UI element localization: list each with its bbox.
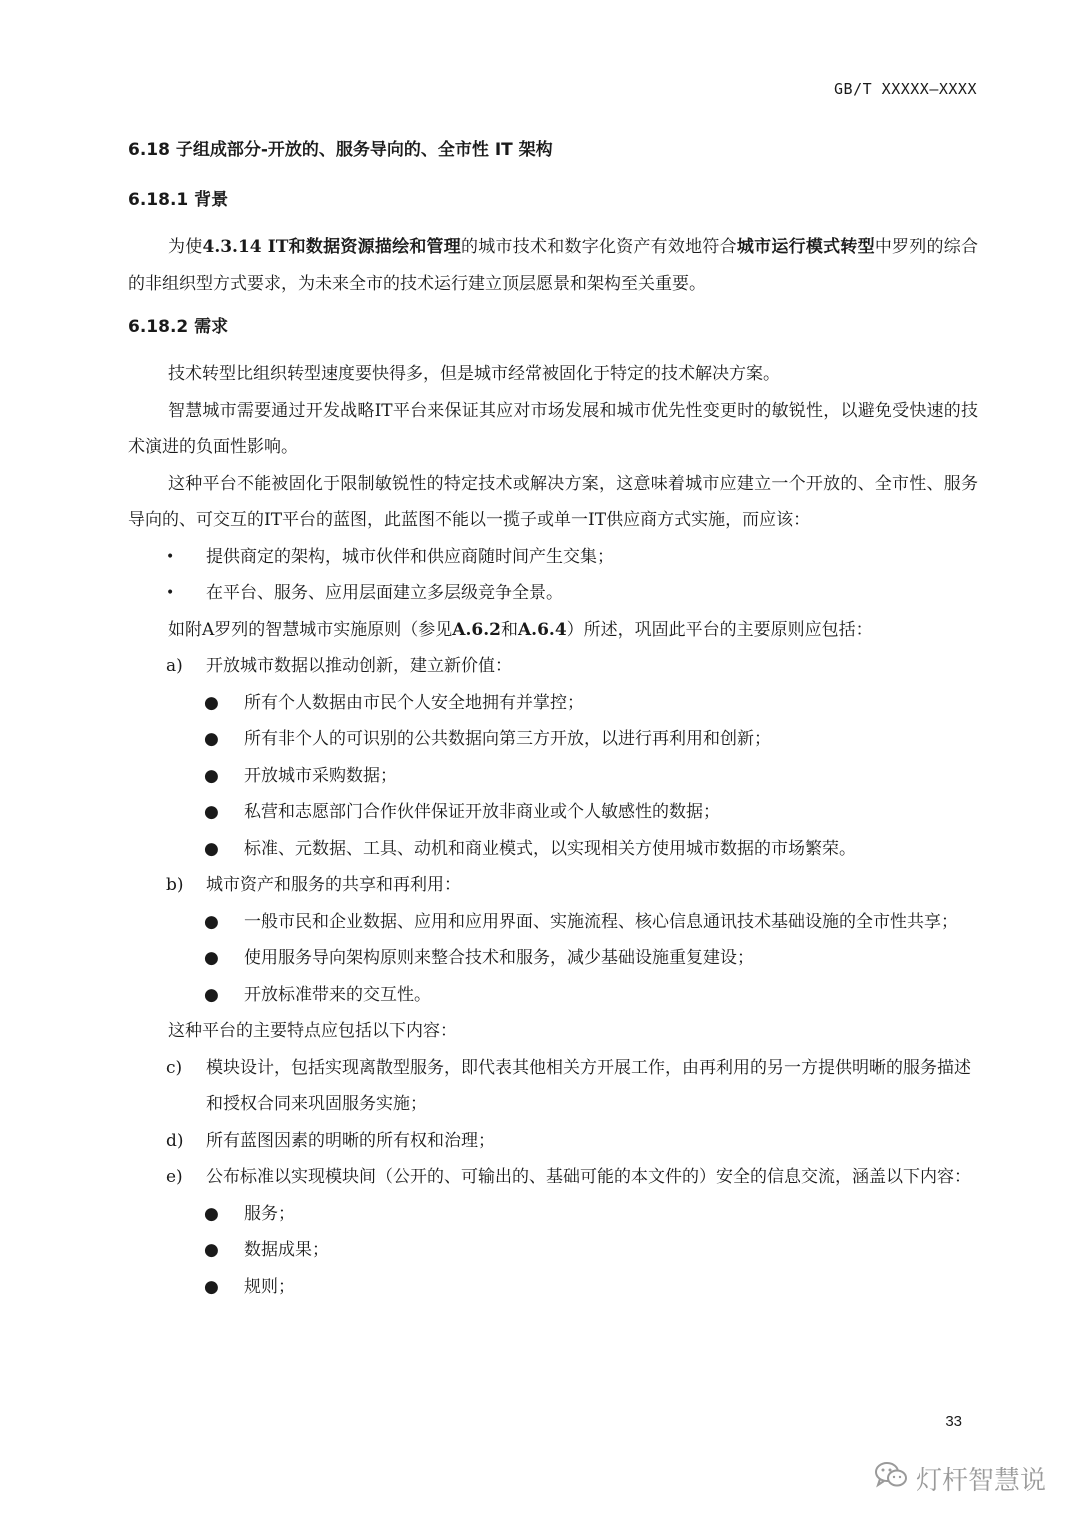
background-paragraph: 为使4.3.14 IT和数据资源描绘和管理的城市技术和数字化资产有效地符合城市运行模式转型中罗列的综合的非组织型方式要求，为未来全市的技术运行建立顶层愿景和架构至关重要。 (128, 237, 979, 294)
sub-list-item: ● 标准、元数据、工具、动机和商业模式，以实现相关方使用城市数据的市场繁荣。 (204, 838, 856, 859)
page-number: 33 (945, 1413, 962, 1430)
sub-list-item: ● 服务； (204, 1203, 295, 1224)
sub-list-item: ● 开放城市采购数据； (204, 765, 397, 786)
subsection-title-background: 6.18.1 背景 (128, 190, 229, 210)
list-item-c: c) 模块设计，包括实现离散型服务，即代表其他相关方开展工作，由再利用的另一方提供明晰的服务描述和授权合同来巩固服务实施； (166, 1057, 971, 1114)
list-item-d: d) 所有蓝图因素的明晰的所有权和治理； (166, 1130, 495, 1151)
requirements-paragraph-1: 技术转型比组织转型速度要快得多，但是城市经常被固化于特定的技术解决方案。 (168, 364, 780, 384)
watermark-text: 灯杆智慧说 (915, 1466, 1046, 1496)
features-intro: 这种平台的主要特点应包括以下内容： (168, 1021, 457, 1041)
sub-list-item: ● 使用服务导向架构原则来整合技术和服务，减少基础设施重复建设； (204, 948, 754, 968)
sub-list-item: ● 所有非个人的可识别的公共数据向第三方开放，以进行再利用和创新； (204, 729, 771, 749)
wechat-icon (874, 1460, 908, 1497)
sub-list-item: ● 开放标准带来的交互性。 (204, 984, 431, 1005)
sub-list-item: ● 一般市民和企业数据、应用和应用界面、实施流程、核心信息通讯技术基础设施的全市性共享； (204, 911, 958, 932)
list-item: • 在平台、服务、应用层面建立多层级竞争全景。 (166, 583, 563, 603)
section-title: 6.18 子组成部分-开放的、服务导向的、全市性 IT 架构 (128, 140, 553, 160)
list-item-a: a) 开放城市数据以推动创新，建立新价值： (166, 656, 512, 676)
sub-list-item: ● 数据成果； (204, 1240, 329, 1260)
requirements-paragraph-3: 这种平台不能被固化于限制敏锐性的特定技术或解决方案，这意味着城市应建立一个开放的、全市性、服务导向的、可交互的IT平台的蓝图，此蓝图不能以一揽子或单一IT供应商方式实施，而应该： (128, 473, 978, 530)
sub-list-item: ● 所有个人数据由市民个人安全地拥有并掌控； (204, 692, 584, 713)
sub-list-item: ● 规则； (204, 1276, 295, 1297)
watermark (874, 1460, 1046, 1497)
sub-list-item: ● 私营和志愿部门合作伙伴保证开放非商业或个人敏感性的数据； (204, 802, 720, 822)
list-item-b: b) 城市资产和服务的共享和再利用： (166, 875, 461, 895)
requirements-paragraph-2: 智慧城市需要通过开发战略IT平台来保证其应对市场发展和城市优先性变更时的敏锐性，以避免受快速的技术演进的负面性影响。 (128, 400, 978, 457)
list-item: • 提供商定的架构，城市伙伴和供应商随时间产生交集； (166, 546, 614, 567)
document-body (128, 135, 978, 1305)
document-code: GB/T XXXXX—XXXX (834, 80, 977, 98)
subsection-title-requirements: 6.18.2 需求 (128, 317, 229, 337)
list-item-e: e) 公布标准以实现模块间（公开的、可输出的、基础可能的本文件的）安全的信息交流，涵盖以下内容： (166, 1167, 971, 1187)
principles-intro: 如附A罗列的智慧城市实施原则（参见A.6.2和A.6.4）所述，巩固此平台的主要原则应包括： (168, 619, 873, 640)
